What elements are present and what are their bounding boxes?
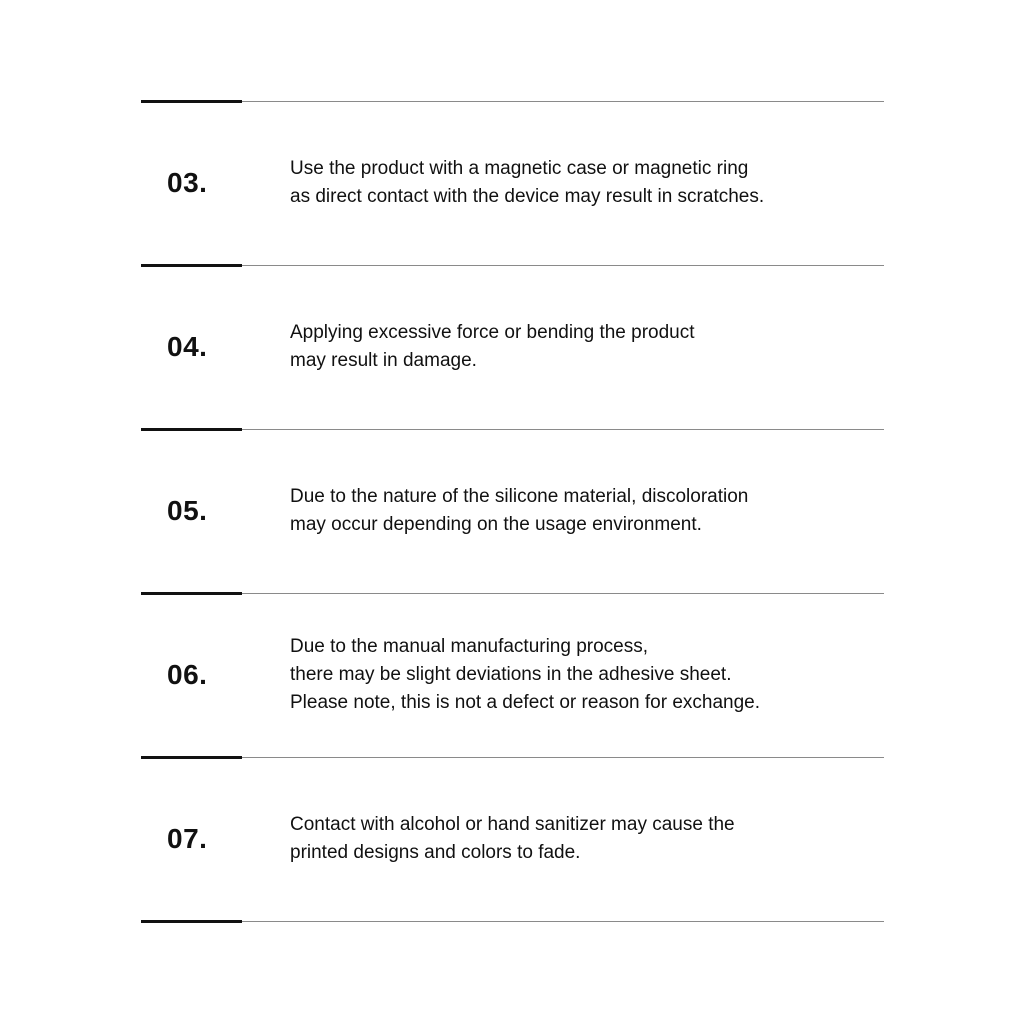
notice-text-line: there may be slight deviations in the adhesive sheet.	[290, 664, 732, 685]
notice-text-line: printed designs and colors to fade.	[290, 842, 581, 863]
notice-text	[290, 758, 880, 920]
notice-text-line: may occur depending on the usage environment.	[290, 514, 702, 535]
notice-item-07	[141, 758, 884, 920]
notice-item-05	[141, 430, 884, 592]
notice-number: 07.	[167, 823, 208, 854]
notice-number: 05.	[167, 495, 208, 526]
divider	[141, 920, 884, 922]
notice-number: 03.	[167, 167, 208, 198]
notice-list	[141, 100, 884, 922]
notice-item-06	[141, 594, 884, 756]
notice-text-line: Contact with alcohol or hand sanitizer may cause the	[290, 814, 735, 835]
notice-item-04	[141, 266, 884, 428]
notice-text	[290, 102, 880, 264]
notice-number: 06.	[167, 659, 208, 690]
notice-text-line: may result in damage.	[290, 350, 477, 371]
notice-text-line: Please note, this is not a defect or reason for exchange.	[290, 692, 761, 713]
notice-text	[290, 430, 880, 592]
notice-text-line: Due to the nature of the silicone material, discoloration	[290, 486, 749, 507]
notice-text-line: Applying excessive force or bending the product	[290, 322, 695, 343]
notice-text-line: Due to the manual manufacturing process,	[290, 636, 649, 657]
notice-number: 04.	[167, 331, 208, 362]
notice-text	[290, 594, 880, 756]
notice-item-03	[141, 102, 884, 264]
notice-text	[290, 266, 880, 428]
notice-text-line: as direct contact with the device may result in scratches.	[290, 186, 765, 207]
notice-text-line: Use the product with a magnetic case or magnetic ring	[290, 158, 749, 179]
